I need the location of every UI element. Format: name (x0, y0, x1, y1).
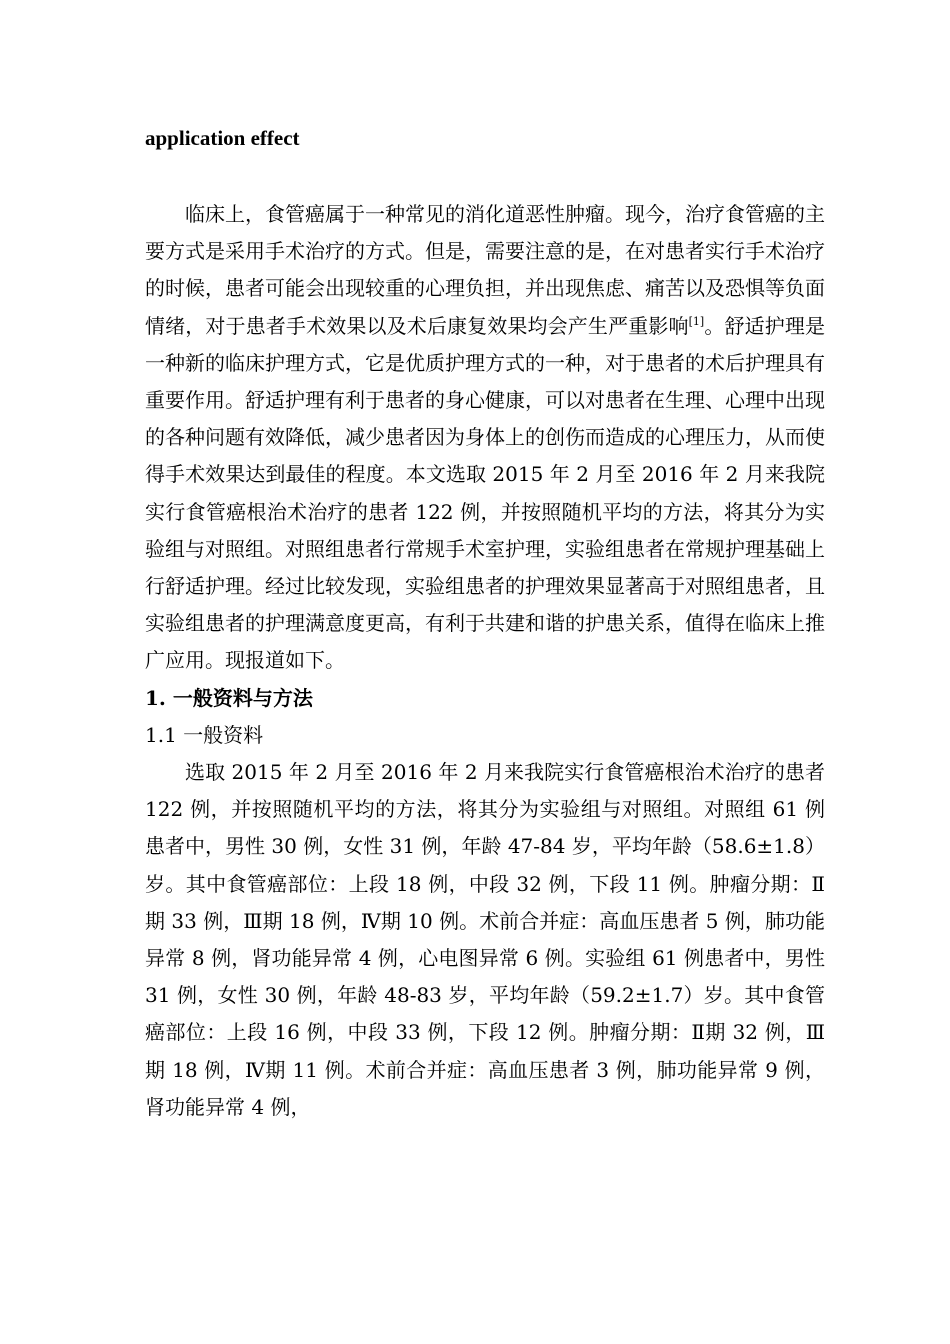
introduction-paragraph (145, 196, 825, 680)
introduction-text-part1: 临床上，食管癌属于一种常见的消化道恶性肿瘤。现今，治疗食管癌的主要方式是采用手术治疗的方式。但是，需要注意的是，在对患者实行手术治疗的时候，患者可能会出现较重的心理负担，并出现焦虑、痛苦以及恐惧等负面情绪，对于患者手术效果以及术后康复效果均会产生严重影响 (145, 202, 825, 338)
english-title-tail: application effect (145, 126, 300, 150)
document-body (145, 196, 825, 1126)
subsection-heading: 1.1 一般资料 (145, 722, 264, 747)
introduction-text-part2: 。舒适护理是一种新的临床护理方式，它是优质护理方式的一种，对于患者的术后护理具有重要作用。舒适护理有利于患者的身心健康，可以对患者在生理、心理中出现的各种问题有效降低，减少患者因为身体上的创伤而造成的心理压力，从而使得手术效果达到最佳的程度。本文选取 2015 年 2 月至 2016 年 2 月来我院实行食管癌根治术治疗的患者 122 例，并按照随机平均的方法，将其分为实验组与对照组。对照组患者行常规手术室护理，实验组患者在常规护理基础上行舒适护理。经过比较发现，实验组患者的护理效果显著高于对照组患者，且实验组患者的护理满意度更高，有利于共建和谐的护患关系，值得在临床上推广应用。现报道如下。 (145, 313, 826, 673)
general-data-paragraph: 选取 2015 年 2 月至 2016 年 2 月来我院实行食管癌根治术治疗的患者 122 例，并按照随机平均的方法，将其分为实验组与对照组。对照组 61 例患者中，男性 30 例，女性 31 例，年龄 47-84 岁，平均年龄（58.6±1.8）岁。其中食管癌部位：上段 18 例，中段 32 例，下段 11 例。肿瘤分期：Ⅱ期 33 例，Ⅲ期 18 例，Ⅳ期 10 例。术前合并症：高血压患者 5 例，肺功能异常 8 例，肾功能异常 4 例，心电图异常 6 例。实验组 61 例患者中，男性 31 例，女性 30 例，年龄 48-83 岁，平均年龄（59.2±1.7）岁。其中食管癌部位：上段 16 例，中段 33 例，下段 12 例。肿瘤分期：Ⅱ期 32 例，Ⅲ期 18 例，Ⅳ期 11 例。术前合并症：高血压患者 3 例，肺功能异常 9 例，肾功能异常 4 例， (145, 760, 825, 1119)
section-heading: 1. 一般资料与方法 (145, 685, 313, 710)
citation-ref: [1] (688, 314, 705, 328)
